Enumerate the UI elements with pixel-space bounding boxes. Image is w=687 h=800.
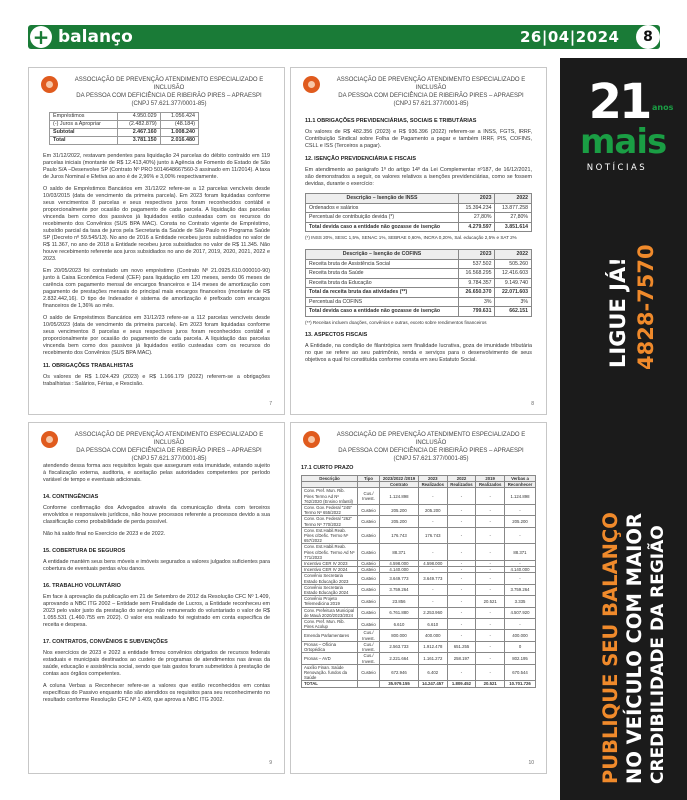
section-heading: 16. TRABALHO VOLUNTÁRIO: [43, 583, 121, 589]
cell: 4.507.920: [505, 607, 536, 618]
ad-line-3: CREDIBILIDADE DA REGIÃO: [648, 525, 668, 784]
page-heading: [326, 76, 536, 108]
table-row: [302, 681, 536, 687]
cell: 2.016.480: [160, 137, 198, 145]
org-name-line2: DA PESSOA COM DEFICIÊNCIA DE RIBEIRÃO PIRES – APRAESPI: [338, 448, 524, 454]
cell: Conv. Gov. Federal "245" Termo Nº 655/2022: [302, 505, 358, 516]
cell: 400.000: [418, 630, 447, 641]
table-row: [302, 488, 536, 505]
cell: 1.161.272: [418, 653, 447, 664]
paragraph: Não há saldo final no Exercício de 2023 e de 2022.: [43, 531, 166, 537]
contracts-table-body: [302, 488, 536, 687]
table-row: [306, 222, 532, 232]
column-header: 2023/2022 /2019: [380, 476, 419, 482]
logo-number: 21: [588, 74, 650, 130]
section-heading: 14. CONTINGÊNCIAS: [43, 494, 99, 500]
page-footer-number: 10: [528, 760, 534, 766]
cell: 6.610: [380, 619, 419, 630]
cell: 3.649.773: [380, 573, 419, 584]
inss-exemption-table: [305, 193, 532, 232]
table-row: [50, 137, 199, 145]
cell: -: [447, 630, 476, 641]
cell: 4.950.029: [117, 113, 160, 121]
cell: Incentivo CER IV 2023: [302, 561, 358, 567]
cell: -: [476, 505, 505, 516]
cell: -: [476, 516, 505, 527]
column-header: Descrição – Isenção de INSS: [306, 194, 459, 204]
page-heading: [64, 431, 274, 463]
cell: 3.649.773: [418, 573, 447, 584]
cell: Custeio: [358, 596, 380, 607]
paragraph: Em atendimento ao parágrafo 1º do artigo 14º da Lei Complementar nº187, de 16/12/2021, são demonstrados a seguir, os valores relativos a isenções previdenciárias, como se fossem devidas, durante o exercício:: [305, 167, 532, 187]
cell: -: [505, 573, 536, 584]
cell: Custeio: [358, 516, 380, 527]
cell: 3%: [458, 297, 495, 307]
cell: -: [476, 573, 505, 584]
column-header: 2023: [458, 194, 495, 204]
cell: Total devida caso a entidade não gozasse de isenção: [306, 307, 459, 317]
cell: 799.631: [458, 307, 495, 317]
cell: Total: [50, 137, 118, 145]
cell: Convênio Secretaria Estado Educação 2024: [302, 584, 358, 595]
paragraph: A coluna Verbas a Reconhecer refere-se a valores que estão reconhecidos em contas específicas do Passivo enquanto não são atendidos os requisitos para seu reconhecimento no resultado conforme Resolução CFC Nº 1.409, que aprova a NBC ITG 2002.: [43, 683, 270, 703]
table-row: [302, 527, 536, 544]
ad-line-2: NO VEÍCULO COM MAIOR: [623, 512, 646, 784]
cell: -: [476, 607, 505, 618]
page-footer-number: 9: [269, 760, 272, 766]
paragraph: A Entidade, na condição de filantrópica sem finalidade lucrativa, goza de imunidade tributária no que se refere ao seu patrimônio, renda e serviços para o desenvolvimento de seus objetivos a qual foi constituída conforme consta em seu Estatuto Social.: [305, 342, 532, 363]
cell: Percentual da COFINS: [306, 297, 459, 307]
cofins-exemption-table: [305, 249, 532, 317]
org-name-line1: ASSOCIAÇÃO DE PREVENÇÃO ATENDIMENTO ESPECIALIZADO E INCLUSÃO: [74, 432, 264, 446]
column-header: Verbas a: [505, 476, 536, 482]
cell: 1.008.240: [160, 129, 198, 137]
cell: 3.851.614: [495, 222, 532, 232]
cell: -: [447, 596, 476, 607]
org-name-line2: DA PESSOA COM DEFICIÊNCIA DE RIBEIRÃO PIRES – APRAESPI: [76, 448, 262, 454]
section-heading: 11. OBRIGAÇÕES TRABALHISTAS: [43, 363, 134, 369]
logo-anos: anos: [652, 103, 674, 112]
page-body: [301, 463, 536, 688]
cell: Pronas – AVD: [302, 653, 358, 664]
paragraph: Em face à aprovação da publicação em 21 de Setembro de 2012 da Resolução CFC Nº 1.409, aprovando a NBC ITG 2002 – Entidade sem Finalidade de Lucros, a Entidade reconheceu em 2023 pelo valor justo da prestação do serviço não remunerado do voluntariado o valor de R$ 1.055.531 (1.460.755 em 2022). O valor era realizado foi registrado em conta específica de receita e despesa.: [43, 594, 270, 628]
cell: 2.221.664: [380, 653, 419, 664]
paragraph: A entidade mantém seus bens móveis e imóveis segurados a valores julgados suficientes para cobertura de eventuais perdas e/ou danos.: [43, 559, 270, 572]
cell: Incentivo CER IV 2024: [302, 567, 358, 573]
paragraph: O saldo de Empréstimos Bancários em 31/12/23 refere-se a 112 parcelas vencíveis desde 10/05/2023 (data de vencimento da primeira parcela). Em 2023 foram liquidadas conforme seus vencimentos 8 parcelas e seus respectivos juros foram reconhecidos contábil e proporcionalmente por ocasião do pagamento de cada parcela. A liquidação das parcelas vincenda bem como dos passivos já liquidados estão custeadas com os recursos do recebimento dos Convênios (SUS BPA MAC).: [43, 315, 270, 356]
cell: 176.743: [418, 527, 447, 544]
table-row: [306, 259, 532, 269]
cell: Ordenados e salários: [306, 203, 459, 213]
cell: Pronas – Ofícina Ortopédica: [302, 641, 358, 652]
cell: Conv. Est.Habil.Reab. Pires c/Defic. Termo Nº 657/2022: [302, 527, 358, 544]
section-heading: 17.1 CURTO PRAZO: [301, 465, 354, 471]
table-note: (**) Receitas incluem doações, convênios e outras, exceto sobre rendimentos financeiros: [305, 319, 487, 325]
paragraph: O saldo de Empréstimos Bancários em 31/12/22 refere-se a 12 parcelas vencíveis desde 10/03/2015 (data de vencimento da primeira parcela). Em 2023 foram liquidadas conforme seus vencimentos 8 parcelas e seus respectivos juros foram reconhecidos contábil e proporcionalmente por ocasião do pagamento de cada parcela. A liquidação das parcelas vincenda bem como dos passivos já liquidados estão custeadas com os recursos do recebimento dos Convênios (SUS BPA MAC). Consta no Contrato vigente de Empréstimo, subsídio parcial da taxa de juros pela Secretaria da Saúde de São Paulo no Programa Saúde SP (Decreto nº 59.545/13). No ano de 2016 a Entidade recebeu juros subsidiados no valor de R$ 11.367, no ano de 2018 a Entidade recebeu juros subsidiados no valor de R$ 11.345. Não houve recebimento referente aos juros subsidiados no ano de 2017, 2019, 2020, 2021, 2022 e 2023.: [43, 186, 270, 262]
cell: 176.743: [380, 527, 419, 544]
cell: -: [447, 488, 476, 505]
table-row: [302, 596, 536, 607]
cell: -: [447, 567, 476, 573]
org-name-line1: ASSOCIAÇÃO DE PREVENÇÃO ATENDIMENTO ESPECIALIZADO E INCLUSÃO: [336, 77, 526, 91]
cell: Conv. Pref. Mun. Rib. Pires Acolup: [302, 619, 358, 630]
column-subheader: Reconhecer: [505, 482, 536, 488]
cell: -: [418, 516, 447, 527]
cell: 205.200: [505, 516, 536, 527]
cell: 10.701.726: [505, 681, 536, 687]
issue-date: 26|04|2024: [520, 28, 620, 46]
section-title: balanço: [58, 27, 133, 47]
cell: -: [447, 516, 476, 527]
cell: 4.140.000: [380, 567, 419, 573]
page-footer-number: 7: [269, 401, 272, 407]
page-body: [43, 112, 270, 393]
cell: -: [447, 607, 476, 618]
column-subheader: Realizados: [447, 482, 476, 488]
column-header: Descrição: [302, 476, 358, 482]
cell: 23.856: [380, 596, 419, 607]
cell: 35.979.155: [380, 681, 419, 687]
org-name-line1: ASSOCIAÇÃO DE PREVENÇÃO ATENDIMENTO ESPECIALIZADO E INCLUSÃO: [74, 77, 264, 91]
cell: -: [418, 567, 447, 573]
cell: 258.197: [447, 653, 476, 664]
table-row: [50, 121, 199, 129]
paragraph: Os valores de R$ 482.356 (2023) e R$ 936.396 (2022) referem-se a INSS, FGTS, IRRF, Contribuição Sindical sobre Folha de Pagamento a pagar e também IRRF, PIS, COFINS, CSLL e ISS (Terceiros a pagar).: [305, 129, 532, 149]
table-note: (*) INSS 20%, SESC 1,5%, SENAC 1%, SEBRAE 0,60%, INCRA 0,20%, Sal. educação 2,5% e SAT 2%: [305, 235, 517, 240]
table-row: [302, 630, 536, 641]
table-row: [302, 653, 536, 664]
cell: Custeio: [358, 619, 380, 630]
column-header: 2022: [447, 476, 476, 482]
cell: 2.467.160: [117, 129, 160, 137]
cell: Total da receita bruta das atividades (**): [306, 288, 459, 298]
cell: Cus./ Invest.: [358, 641, 380, 652]
cell: 20.521: [476, 681, 505, 687]
table-row: [302, 664, 536, 681]
cell: -: [418, 488, 447, 505]
cell: (48.184): [160, 121, 198, 129]
cell: -: [476, 664, 505, 681]
table-row: [302, 544, 536, 561]
org-cnpj: (CNPJ 57.621.377/0001-85): [131, 456, 207, 462]
org-cnpj: (CNPJ 57.621.377/0001-85): [393, 101, 469, 107]
cell: 672.946: [380, 664, 419, 681]
table-row: [306, 213, 532, 223]
column-subheader: Realizados: [418, 482, 447, 488]
cell: Convênio Projeto Telemedicina 2019: [302, 596, 358, 607]
cell: Cus./ Invest.: [358, 488, 380, 505]
column-header: 2023: [458, 250, 495, 260]
cell: -: [447, 527, 476, 544]
loans-table: [49, 112, 199, 145]
cell: Receita bruta da Educação: [306, 278, 459, 288]
cell: 205.200: [418, 505, 447, 516]
cell: Custeio: [358, 664, 380, 681]
column-subheader: Contrato: [380, 482, 419, 488]
cell: -: [476, 488, 505, 505]
cell: 6.402: [418, 664, 447, 681]
cell: Empréstimos: [50, 113, 118, 121]
cell: -: [476, 653, 505, 664]
cell: -: [447, 573, 476, 584]
cell: Receita bruta de Assistência Social: [306, 259, 459, 269]
cell: 400.000: [505, 630, 536, 641]
paragraph: Em 20/05/2023 foi contratado um novo empréstimo (Contrato Nº 21.0925.610.000010-90) junto à Caixa Econômica Federal (CEF) para liquidação em 120 meses, sendo 06 meses de carência com pagamento mensal de encargos financeiros e 114 meses de amortização com pagamento de prestações mensais do principal mais encargos financeiros (montante de R$ 2.832.442,16). O tipo de Indexador é sistema de amortização é prefixado com encargos financeiros de 1,36% ao mês.: [43, 268, 270, 309]
cell: 3%: [495, 297, 532, 307]
cell: Custeio: [358, 544, 380, 561]
cell: -: [505, 619, 536, 630]
section-heading: 17. CONTRATOS, CONVÊNIOS E SUBVENÇÕES: [43, 639, 168, 645]
cell: 14.247.457: [418, 681, 447, 687]
org-cnpj: (CNPJ 57.621.377/0001-85): [393, 456, 469, 462]
table-row: [302, 619, 536, 630]
section-heading: 15. COBERTURA DE SEGUROS: [43, 548, 126, 554]
table-row: [306, 203, 532, 213]
section-heading: 11.1 OBRIGAÇÕES PREVIDENCIÁRIAS, SOCIAIS E TRIBUTÁRIAS: [305, 118, 477, 124]
page-footer-number: 8: [531, 401, 534, 407]
section-heading: 13. ASPECTOS FISCAIS: [305, 331, 368, 338]
cell: Custeio: [358, 505, 380, 516]
cell: 205.200: [380, 516, 419, 527]
table-row: [306, 269, 532, 279]
cell: 1.124.898: [505, 488, 536, 505]
cell: 3.759.264: [380, 584, 419, 595]
cell: 205.200: [380, 505, 419, 516]
logo-noticias: NOTÍCIAS: [586, 163, 648, 173]
ligue-ja-text: LIGUE JÁ!: [606, 257, 630, 368]
balance-page-10: [290, 422, 547, 774]
cell: 4.140.000: [505, 567, 536, 573]
cell: 27,80%: [458, 213, 495, 223]
page-number: 8: [636, 25, 660, 49]
cell: 651.255: [447, 641, 476, 652]
balance-page-8: [290, 67, 547, 415]
cell: Convênio Secretaria Estado Educação 2023: [302, 573, 358, 584]
cell: Conv. Est.Habil.Reab. Pires c/Defic. Termo Ad Nº 771/2023: [302, 544, 358, 561]
table-row: [50, 129, 199, 137]
table-row: [306, 297, 532, 307]
cell: -: [447, 561, 476, 567]
table-row: [302, 516, 536, 527]
cell: 6.761.880: [380, 607, 419, 618]
cell: 3.335: [505, 596, 536, 607]
table-row: [306, 278, 532, 288]
paragraph: Os valores de R$ 1.024.429 (2023) e R$ 1.166.179 (2022) referem-se a obrigações trabalhistas : Salários, Férias, e Rescisão.: [43, 374, 270, 387]
table-row: [302, 505, 536, 516]
cell: -: [418, 584, 447, 595]
apraespi-logo-icon: [303, 431, 320, 448]
cell: -: [447, 664, 476, 681]
cell: -: [447, 505, 476, 516]
ad-line-1: PUBLIQUE SEU BALANÇO: [599, 512, 622, 784]
cell: 1.124.898: [380, 488, 419, 505]
cell: Emenda Parlamentares: [302, 630, 358, 641]
column-header: 2023: [418, 476, 447, 482]
cell: 22.071.603: [495, 288, 532, 298]
cell: 537.502: [458, 259, 495, 269]
cell: Custeio: [358, 561, 380, 567]
table-row: [302, 584, 536, 595]
phone-number: 4828-7570: [634, 244, 658, 370]
logo-mais: mais: [580, 122, 667, 162]
paragraph: atendendo dessa forma aos requisitos legais que asseguram esta imunidade, estando sujeito à fiscalização externa, auditoria, e aceitação pelas autoridades competentes por período variável de tempo e eventuais adicionais.: [43, 463, 270, 483]
cell: -: [476, 619, 505, 630]
cell: 3.759.264: [505, 584, 536, 595]
cell: 6.610: [418, 619, 447, 630]
cell: 15.394.234: [458, 203, 495, 213]
table-row: [306, 288, 532, 298]
cell: 0: [505, 641, 536, 652]
page-header: [0, 0, 687, 58]
paragraph: Em 31/12/2022, restavam pendentes para liquidação 24 parcelas do débito contraído em 119 parcelas iniciais (montante de R$ 12.413,40%) junto à Agência de Fomento do Estado de São Paulo S/A –Desenvolve SP (Contrato Nº PRO 5014648667560-3 assinado em 11/2014). A taxa de Juros Nominal e Efetiva ao ano é de 2,96% e 3,00% respectivamente.: [43, 153, 270, 180]
cell: 9.149.740: [495, 278, 532, 288]
cell: Receita bruta da Saúde: [306, 269, 459, 279]
cell: -: [476, 641, 505, 652]
cell: -: [476, 567, 505, 573]
cell: 2.563.733: [380, 641, 419, 652]
column-header: 2022: [495, 194, 532, 204]
paragraph: Conforme confirmação dos Advogados através da comunicação direta com terceiros envolvidos e responsáveis jurídicos, não houve processos referente a processos devido a sua classificação como probabilidade de perda possível.: [43, 505, 270, 525]
cell: 670.544: [505, 664, 536, 681]
page-heading: [326, 431, 536, 463]
cell: -: [505, 527, 536, 544]
cell: (-) Juros a Apropriar: [50, 121, 118, 129]
page-heading: [64, 76, 274, 108]
sidebar-ad: [560, 58, 687, 800]
cell: Cus./ Invest.: [358, 653, 380, 664]
contracts-table: [301, 475, 536, 688]
balance-page-9: [28, 422, 285, 774]
cell: -: [447, 544, 476, 561]
cell: Subtotal: [50, 129, 118, 137]
cell: 12.416.603: [495, 269, 532, 279]
column-header: Descrição – Isenção de COFINS: [306, 250, 459, 260]
column-subheader: Realizados: [476, 482, 505, 488]
cell: -: [476, 630, 505, 641]
cell: -: [476, 584, 505, 595]
table-row: [302, 641, 536, 652]
table-row: [306, 307, 532, 317]
apraespi-logo-icon: [41, 431, 58, 448]
cell: 16.568.295: [458, 269, 495, 279]
cell: -: [505, 561, 536, 567]
cell: 1.809.452: [447, 681, 476, 687]
cell: Custeio: [358, 567, 380, 573]
cell: -: [447, 619, 476, 630]
paragraph: Nos exercícios de 2023 e 2022 a entidade firmou convênios obrigados de recursos federais estaduais e municipais destinados ao custeio de programas de atendimentos nas áreas da saúde, educação e assistência social, sendo que tais gastos foram submetidos à prestação de contas aos órgãos competentes.: [43, 650, 270, 677]
column-header: 2019: [476, 476, 505, 482]
table-row: [302, 573, 536, 584]
org-cnpj: (CNPJ 57.621.377/0001-85): [131, 101, 207, 107]
cell: 505.260: [495, 259, 532, 269]
cell: 26.650.370: [458, 288, 495, 298]
apraespi-logo-icon: [41, 76, 58, 93]
apraespi-logo-icon: [303, 76, 320, 93]
org-name-line2: DA PESSOA COM DEFICIÊNCIA DE RIBEIRÃO PIRES – APRAESPI: [338, 93, 524, 99]
table-row: [302, 607, 536, 618]
cell: 800.000: [380, 630, 419, 641]
cell: [358, 681, 380, 687]
cell: (2.482.879): [117, 121, 160, 129]
table-header-row: [306, 250, 532, 260]
cell: -: [447, 584, 476, 595]
page-body: [43, 463, 270, 709]
cell: 88.371: [380, 544, 419, 561]
cell: 4.279.597: [458, 222, 495, 232]
page-body: [305, 112, 532, 369]
cell: 88.371: [505, 544, 536, 561]
cell: TOTAL: [302, 681, 358, 687]
cell: Conv. Gov. Federal "262" Termo Nº 770/2022: [302, 516, 358, 527]
cell: Conv. Pref. Mun. Rib. Pires Termo Ad Nº 762/2020 (Ensino Infantil): [302, 488, 358, 505]
cell: Cus./ Invest.: [358, 630, 380, 641]
org-name-line2: DA PESSOA COM DEFICIÊNCIA DE RIBEIRÃO PIRES – APRAESPI: [76, 93, 262, 99]
cell: -: [476, 561, 505, 567]
org-name-line1: ASSOCIAÇÃO DE PREVENÇÃO ATENDIMENTO ESPECIALIZADO E INCLUSÃO: [336, 432, 526, 446]
section-heading: 12. ISENÇÃO PREVIDENCIÁRIA E FISCAIS: [305, 156, 417, 162]
cell: -: [418, 544, 447, 561]
cell: -: [476, 527, 505, 544]
cell: 4.598.000: [380, 561, 419, 567]
cell: Percentual de contribuição devida (*): [306, 213, 459, 223]
plus-icon: +: [30, 26, 52, 48]
column-header: 2022: [495, 250, 532, 260]
cell: 13.877.258: [495, 203, 532, 213]
cell: -: [418, 596, 447, 607]
column-header: Tipo: [358, 476, 380, 482]
cell: -: [505, 505, 536, 516]
cell: Auxílio Finan. Saúde Renovação. fundos da Saúde: [302, 664, 358, 681]
cell: Conv. Prefeitura Municipal de Mauá 2020/2023/2024: [302, 607, 358, 618]
cell: Custeio: [358, 607, 380, 618]
cell: Total devida caso a entidade não gozasse de isenção: [306, 222, 459, 232]
table-header-row: [306, 194, 532, 204]
table-row: [50, 113, 199, 121]
cell: 27,80%: [495, 213, 532, 223]
cell: -: [476, 544, 505, 561]
cell: Custeio: [358, 527, 380, 544]
cell: 2.253.960: [418, 607, 447, 618]
cell: 20.521: [476, 596, 505, 607]
cell: Custeio: [358, 573, 380, 584]
21-mais-noticias-logo: [560, 73, 687, 203]
balance-page-7: [28, 67, 285, 415]
cell: 1.912.478: [418, 641, 447, 652]
cell: Custeio: [358, 584, 380, 595]
cell: 802.195: [505, 653, 536, 664]
cell: 4.598.000: [418, 561, 447, 567]
cell: 1.056.424: [160, 113, 198, 121]
cell: 662.151: [495, 307, 532, 317]
cell: 9.784.357: [458, 278, 495, 288]
cell: 3.781.150: [117, 137, 160, 145]
